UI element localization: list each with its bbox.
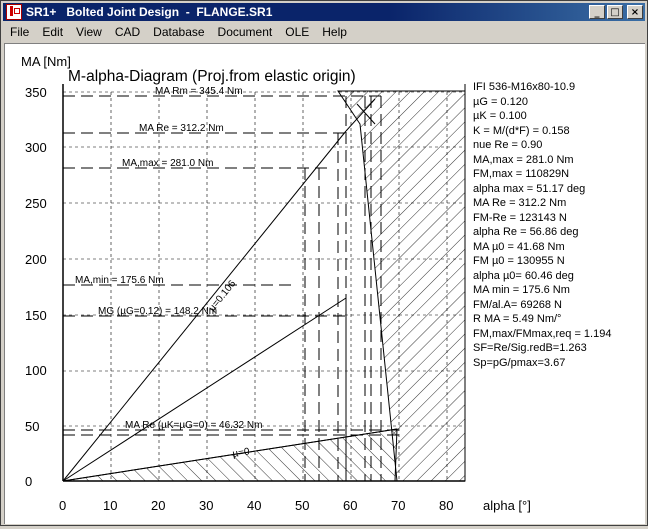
results-panel xyxy=(473,80,611,370)
annotation-ma-re0: MA Re (µK=µG=0) = 46.32 Nm xyxy=(125,420,263,431)
info-line: K = M/(d*F) = 0.158 xyxy=(473,124,570,137)
x-tick-label: 10 xyxy=(103,498,118,513)
minimize-button[interactable]: _ xyxy=(589,5,605,19)
x-tick-label: 60 xyxy=(343,498,358,513)
menu-ole[interactable]: OLE xyxy=(285,25,310,39)
x-tick-label: 30 xyxy=(199,498,214,513)
x-tick-label: 50 xyxy=(295,498,310,513)
y-tick-label: 100 xyxy=(25,363,47,378)
y-axis-label: MA [Nm] xyxy=(21,54,71,69)
annotation-ma-rm: MA Rm = 345.4 Nm xyxy=(155,86,243,97)
y-tick-label: 50 xyxy=(25,419,40,434)
annotation-ma-min: MA,min = 175.6 Nm xyxy=(75,275,164,286)
x-tick-label: 20 xyxy=(151,498,166,513)
window-title: SR1+ Bolted Joint Design - FLANGE.SR1 xyxy=(26,5,273,19)
menu-cad[interactable]: CAD xyxy=(114,25,141,39)
info-line: FM µ0 = 130955 N xyxy=(473,255,565,267)
y-tick-label: 300 xyxy=(25,140,47,155)
menu-edit[interactable]: Edit xyxy=(42,25,64,39)
app-logo-icon[interactable] xyxy=(6,4,22,20)
menu-file[interactable]: File xyxy=(10,25,30,39)
diagram-title: M-alpha-Diagram (Proj.from elastic origin) xyxy=(68,68,356,85)
y-tick-label: 250 xyxy=(25,196,47,211)
close-button[interactable]: × xyxy=(627,5,643,19)
annotation-ma-max: MA,max = 281.0 Nm xyxy=(122,158,214,169)
info-line: alpha µ0= 60.46 deg xyxy=(473,269,574,282)
info-line: IFI 536-M16x80-10.9 xyxy=(473,81,576,93)
maximize-button[interactable]: □ xyxy=(607,5,623,19)
x-axis-label: alpha [°] xyxy=(483,498,531,513)
info-line: alpha max = 51.17 deg xyxy=(473,182,586,195)
title-bar[interactable] xyxy=(3,3,645,21)
info-line: SF=Re/Sig.redB=1.263 xyxy=(473,342,587,354)
y-tick-label: 150 xyxy=(25,308,47,323)
info-line: FM-Re = 123143 N xyxy=(473,211,567,224)
y-tick-label: 350 xyxy=(25,85,47,100)
menu-bar xyxy=(3,23,645,41)
diagram-canvas[interactable] xyxy=(4,43,645,524)
menu-document[interactable]: Document xyxy=(217,25,273,39)
info-line: alpha Re = 56.86 deg xyxy=(473,226,579,238)
info-line: nue Re = 0.90 xyxy=(473,139,543,151)
info-line: µG = 0.120 xyxy=(473,95,528,108)
menu-help[interactable]: Help xyxy=(322,25,347,39)
info-line: MA µ0 = 41.68 Nm xyxy=(473,240,565,253)
info-line: R MA = 5.49 Nm/° xyxy=(473,313,562,325)
menu-database[interactable]: Database xyxy=(153,25,205,39)
annotation-ma-re: MA Re = 312.2 Nm xyxy=(139,123,224,134)
annotation-mu0106: µ=0.106 xyxy=(206,278,239,314)
info-line: MA Re = 312.2 Nm xyxy=(473,197,567,209)
info-line: FM,max = 110829N xyxy=(473,168,570,180)
menu-view[interactable]: View xyxy=(76,25,102,39)
info-line: MA,max = 281.0 Nm xyxy=(473,153,574,166)
x-tick-label: 80 xyxy=(439,498,454,513)
annotation-mg: MG (µG=0.12) = 148.2 Nm xyxy=(98,306,218,317)
y-tick-label: 0 xyxy=(25,474,33,489)
x-tick-label: 70 xyxy=(391,498,406,513)
annotation-mu0: µ=0 xyxy=(231,446,251,460)
hatch-region-yield xyxy=(338,91,465,481)
info-line: µK = 0.100 xyxy=(473,110,527,122)
y-tick-label: 200 xyxy=(25,252,47,267)
info-line: MA min = 175.6 Nm xyxy=(473,284,570,296)
x-tick-label: 0 xyxy=(59,498,67,513)
info-line: FM/al.A= 69268 N xyxy=(473,298,562,311)
info-line: FM,max/FMmax,req = 1.194 xyxy=(473,327,612,340)
x-tick-label: 40 xyxy=(247,498,262,513)
info-line: Sp=pG/pmax=3.67 xyxy=(473,356,566,369)
